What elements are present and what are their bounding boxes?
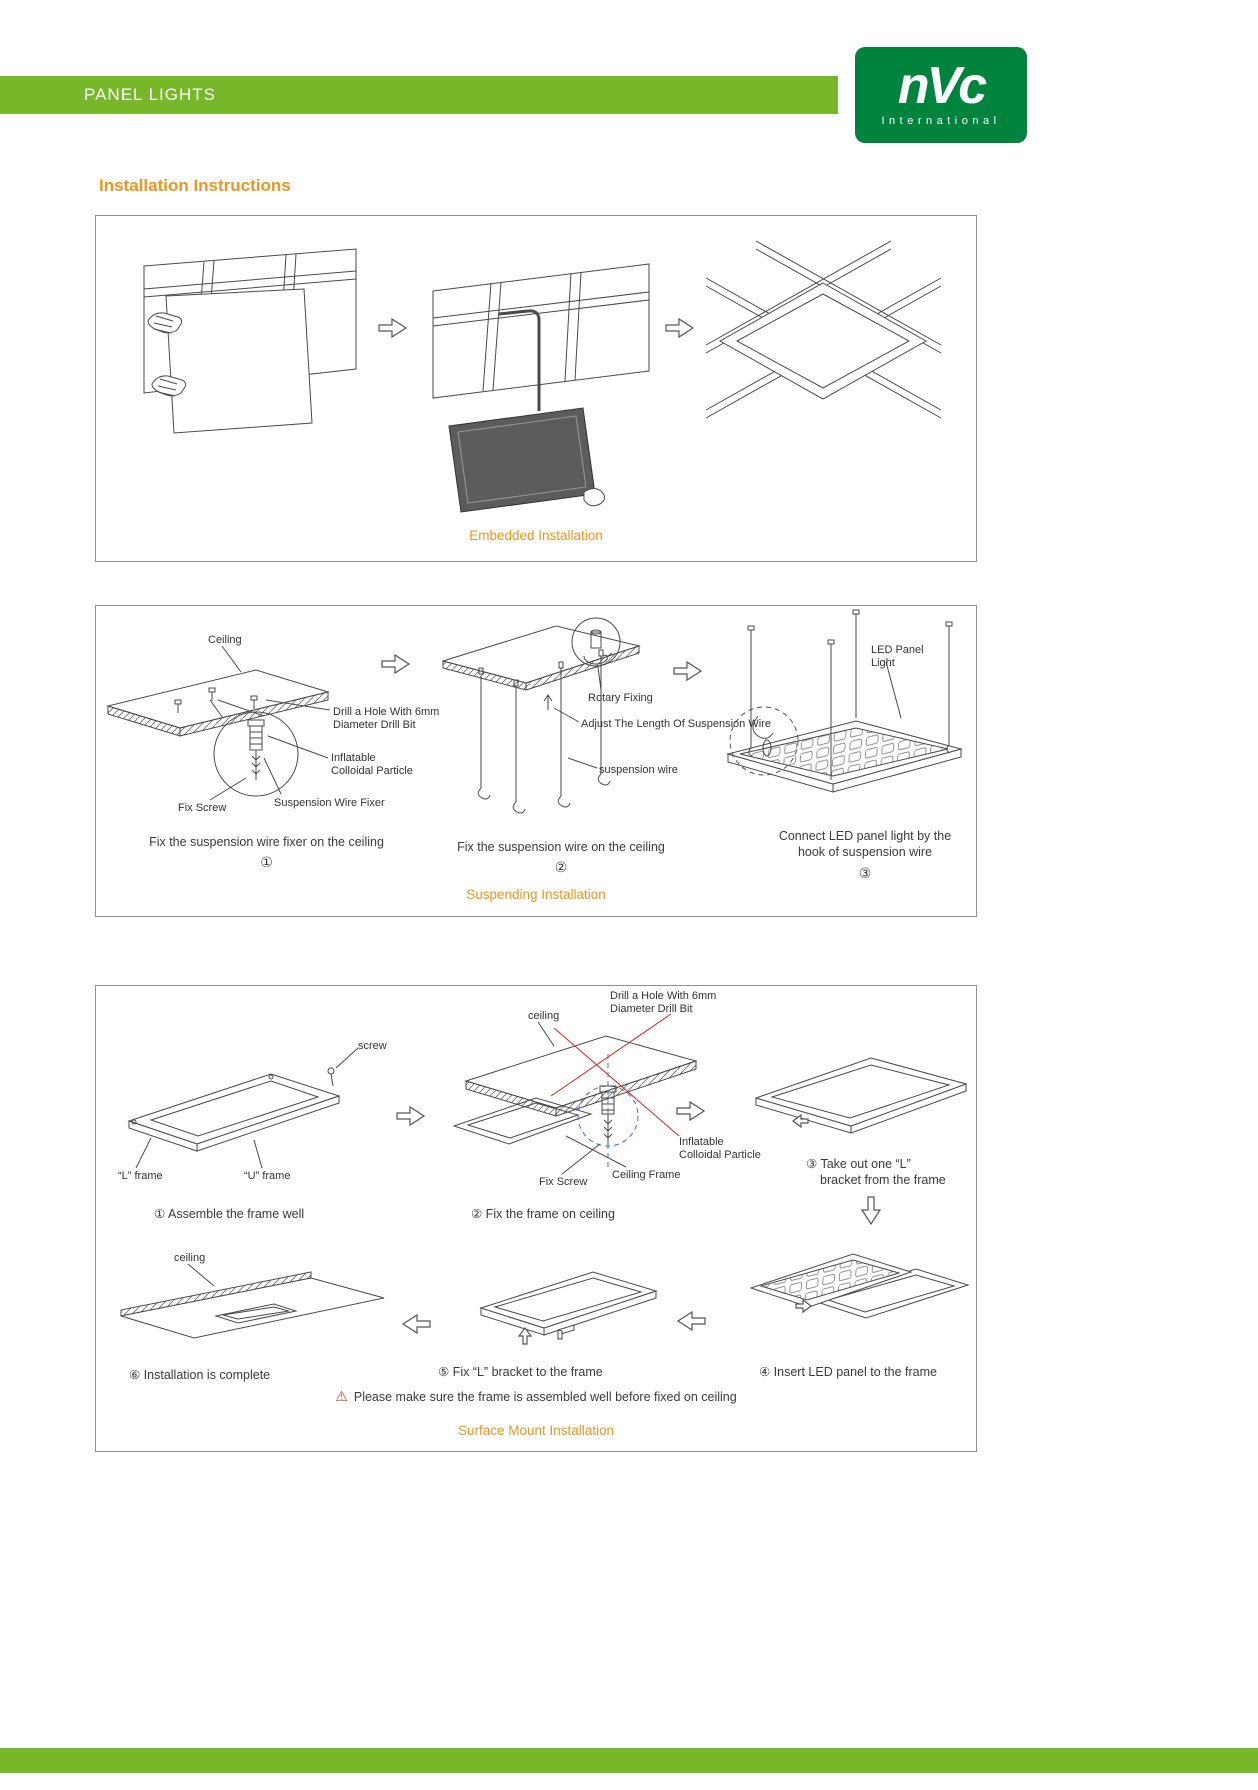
embedded-installation-section xyxy=(95,215,977,562)
label-inflatable-2: Colloidal Particle xyxy=(331,765,413,777)
arrow-right-icon xyxy=(397,1107,424,1125)
warning-icon: ⚠ xyxy=(335,1388,348,1404)
label-led-panel-2: Light xyxy=(871,657,895,669)
page-title: Installation Instructions xyxy=(99,176,291,195)
arrow-right-icon xyxy=(677,1102,704,1120)
surface-step4-drawing xyxy=(751,1254,968,1318)
suspending-installation-section xyxy=(95,605,977,917)
surface-step1-drawing xyxy=(129,1048,358,1168)
label-inflatable: Inflatable xyxy=(679,1136,724,1148)
label-inflatable-2: Colloidal Particle xyxy=(679,1149,761,1161)
arrow-right-icon xyxy=(674,662,701,680)
label-rotary-fixing: Rotary Fixing xyxy=(588,692,653,704)
footer-bar xyxy=(0,1748,1258,1773)
label-l-frame: “L” frame xyxy=(118,1170,163,1182)
header-title: PANEL LIGHTS xyxy=(84,85,216,104)
surface-step3-caption: ③ Take out one “L” bracket from the frame xyxy=(806,1157,946,1188)
surface-step5-drawing xyxy=(481,1272,656,1344)
label-adjust-wire: Adjust The Length Of Suspension Wire xyxy=(581,718,771,730)
step-number: ③ xyxy=(858,864,872,881)
arrow-right-icon xyxy=(382,655,409,673)
brand-logo-wordmark: nVc xyxy=(897,56,985,115)
arrow-left-icon xyxy=(403,1315,430,1333)
suspending-step2-caption: Fix the suspension wire on the ceiling ② xyxy=(426,839,696,876)
suspending-step2-drawing xyxy=(443,618,639,813)
surface-step4-caption: ④ Insert LED panel to the frame xyxy=(759,1365,937,1379)
surface-step1-caption: ① Assemble the frame well xyxy=(154,1207,305,1221)
label-drill-hole: Drill a Hole With 6mm xyxy=(333,706,440,718)
warning-text: Please make sure the frame is assembled well before fixed on ceiling xyxy=(353,1390,737,1404)
suspending-step3-drawing xyxy=(728,610,961,792)
embedded-step2-drawing xyxy=(433,264,649,512)
brand-logo-subtitle: International xyxy=(881,114,1001,127)
embedded-diagram xyxy=(96,216,974,559)
label-drill-hole-2: Diameter Drill Bit xyxy=(333,719,416,731)
surface-step6-drawing xyxy=(121,1264,384,1338)
embedded-step3-drawing xyxy=(706,241,941,418)
label-u-frame: “U” frame xyxy=(244,1170,291,1182)
label-ceiling: Ceiling xyxy=(208,634,242,646)
surface-caption: Surface Mount Installation xyxy=(457,1423,615,1438)
label-inflatable: Inflatable xyxy=(331,752,376,764)
surface-step3-drawing xyxy=(756,1058,966,1133)
step-number: ① xyxy=(260,854,273,871)
label-suspension-wire: suspension wire xyxy=(599,764,678,776)
arrow-left-icon xyxy=(678,1312,705,1330)
header-bar xyxy=(0,76,838,114)
label-drill-hole-2: Diameter Drill Bit xyxy=(610,1003,693,1015)
suspending-step1-caption: Fix the suspension wire fixer on the ceiling ① xyxy=(124,834,409,871)
step-number: ② xyxy=(554,859,568,876)
label-drill-hole: Drill a Hole With 6mm xyxy=(610,990,717,1002)
surface-step2-caption: ② Fix the frame on ceiling xyxy=(471,1207,615,1221)
suspending-step1-drawing xyxy=(108,646,330,800)
suspending-caption: Suspending Installation xyxy=(466,887,606,902)
label-fix-screw: Fix Screw xyxy=(539,1176,588,1188)
arrow-right-icon xyxy=(666,319,693,337)
arrow-right-icon xyxy=(379,319,406,337)
surface-mount-installation-section xyxy=(95,985,977,1452)
surface-step5-caption: ⑤ Fix “L” bracket to the frame xyxy=(438,1365,603,1379)
arrow-down-icon xyxy=(862,1197,880,1224)
hand-illustration xyxy=(584,489,605,506)
surface-step6-caption: ⑥ Installation is complete xyxy=(129,1368,271,1382)
suspending-step3-caption: Connect LED panel light by the hook of suspension wire ③ xyxy=(756,828,974,882)
embedded-caption: Embedded Installation xyxy=(469,528,603,543)
embedded-step1-drawing xyxy=(144,249,356,433)
label-fix-screw: Fix Screw xyxy=(178,802,227,814)
label-led-panel: LED Panel xyxy=(871,644,924,656)
brand-logo xyxy=(855,47,1027,143)
label-ceiling-frame: Ceiling Frame xyxy=(612,1169,681,1181)
label-screw: screw xyxy=(358,1040,387,1052)
label-ceiling-bottom: ceiling xyxy=(174,1252,206,1264)
surface-step2-drawing xyxy=(454,1014,696,1174)
label-wire-fixer: Suspension Wire Fixer xyxy=(274,797,385,809)
label-ceiling: ceiling xyxy=(528,1010,560,1022)
assembly-warning xyxy=(96,1388,976,1405)
